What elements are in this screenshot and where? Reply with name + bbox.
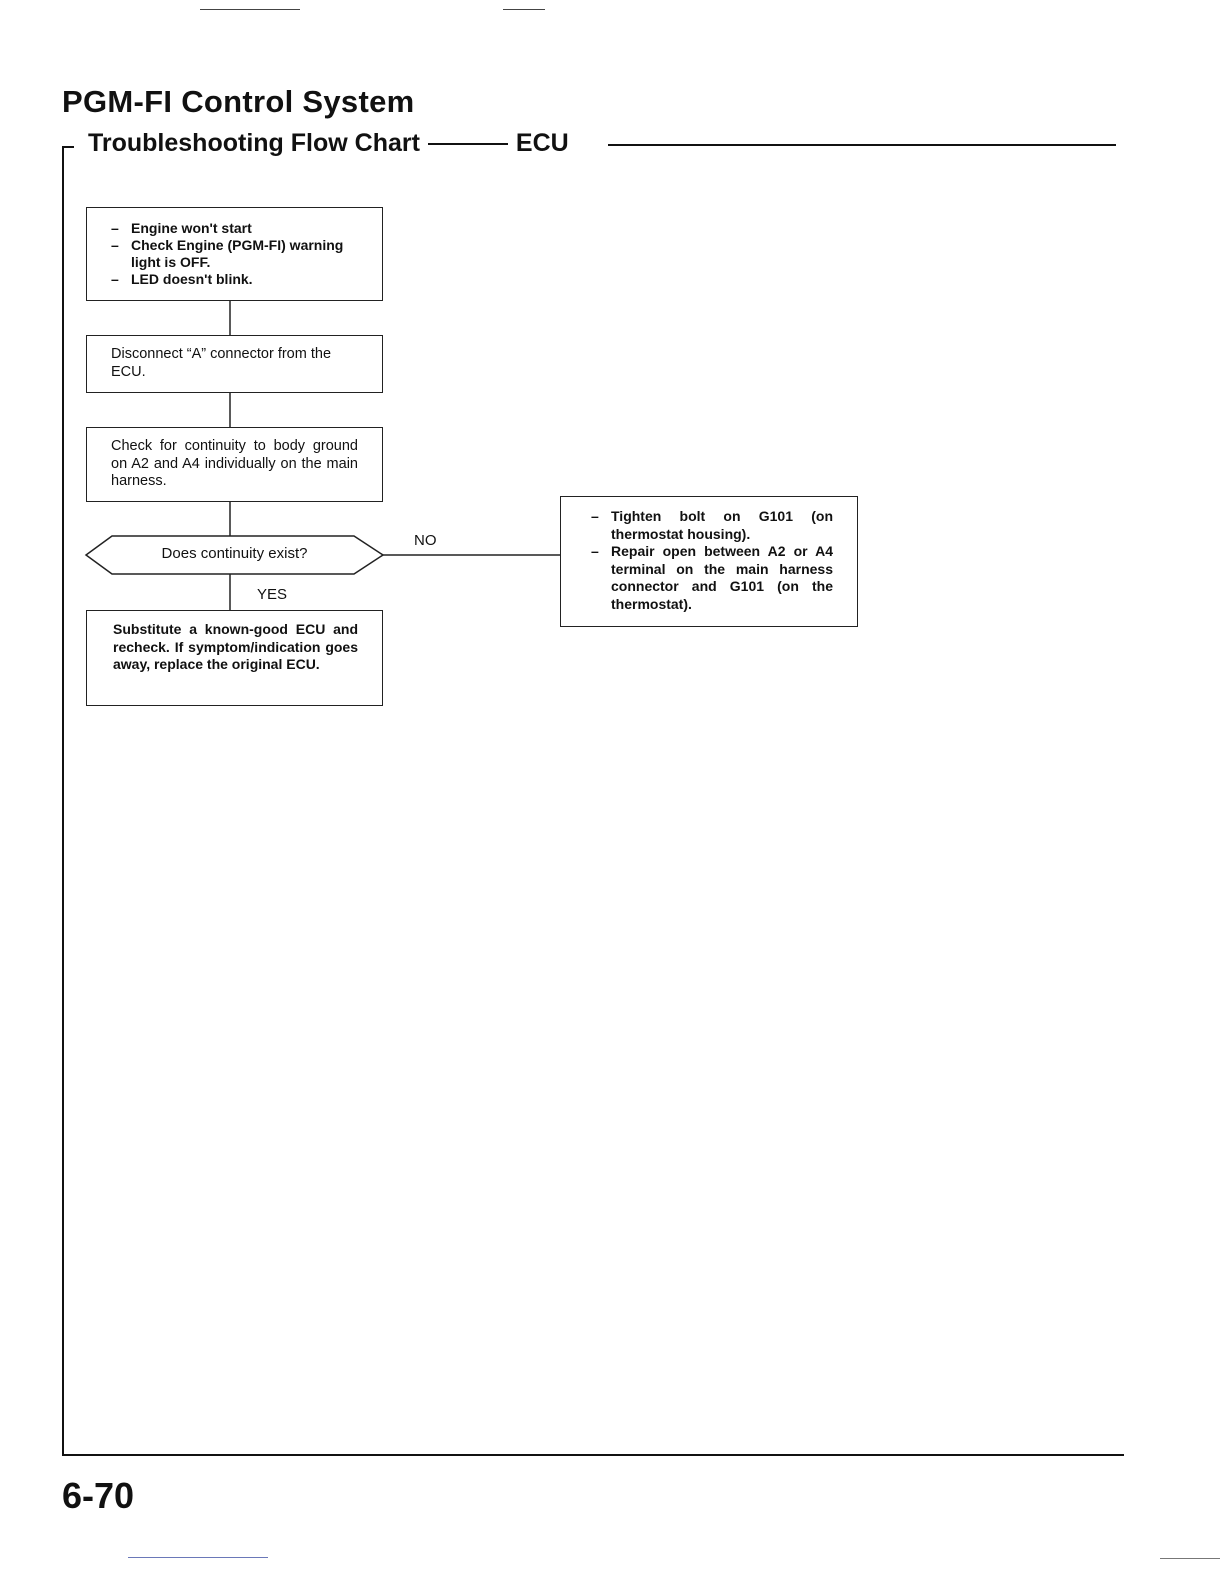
yes-action-text: Substitute a known-good ECU and recheck. If symptom/indication goes away, replace the original ECU. (113, 621, 358, 672)
no-action-box (560, 496, 858, 627)
step2-box (86, 427, 383, 502)
no-action-line: – Repair open between A2 or A4 terminal on the main harness connector and G101 (on the thermostat). (589, 543, 833, 613)
step1-box (86, 335, 383, 393)
step1-text: Disconnect “A” connector from the ECU. (111, 346, 332, 380)
symptom-line: – LED doesn't blink. (109, 271, 358, 288)
section-subtitle: ECU (515, 129, 569, 157)
yes-label: YES (257, 586, 288, 603)
page-title: PGM-FI Control System (62, 84, 415, 119)
no-action-line: – Tighten bolt on G101 (on thermostat housing). (589, 508, 833, 543)
page-number: 6-70 (62, 1475, 135, 1516)
section-title: Troubleshooting Flow Chart (88, 129, 420, 157)
no-label: NO (414, 532, 437, 549)
symptom-line: – Engine won't start (109, 220, 358, 237)
decision-text: Does continuity exist? (161, 545, 308, 562)
step2-text: Check for continuity to body ground on A2 and A4 individually on the main harness. (111, 438, 358, 489)
symptom-line: – Check Engine (PGM-FI) warning light is OFF. (109, 237, 358, 271)
yes-action-box (86, 610, 383, 706)
symptom-box (86, 207, 383, 301)
